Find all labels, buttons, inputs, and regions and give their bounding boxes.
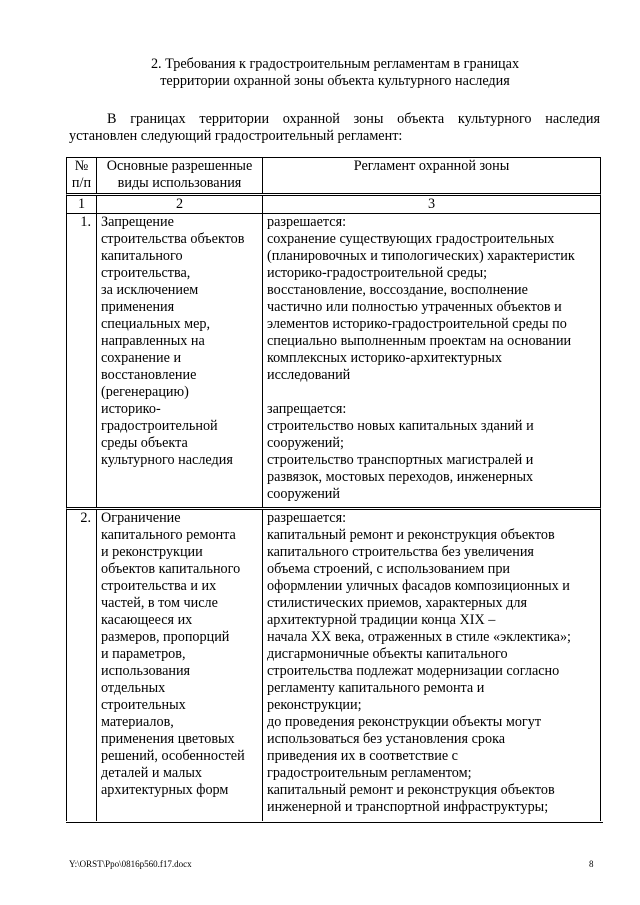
cell-line: направленных на — [101, 333, 205, 349]
section-heading-line-1: 2. Требования к градостроительным регламентам в границах — [150, 56, 520, 72]
cell-line: начала XX века, отраженных в стиле «эклектика»; — [267, 629, 571, 645]
cell-line: применения — [101, 299, 175, 315]
regulation-table — [66, 157, 601, 821]
cell-line: строительства объектов — [101, 231, 245, 247]
cell-line: разрешается: — [267, 214, 347, 230]
cell-line: сохранение и — [101, 350, 182, 366]
cell-line: сохранение существующих градостроительных — [267, 231, 555, 247]
cell-line: (регенерацию) — [101, 384, 189, 400]
row-uses-cell — [97, 510, 263, 821]
cell-line: (планировочных и типологических) характеристик — [267, 248, 575, 264]
header-col-number-line: № — [74, 158, 89, 174]
cell-line: объема строений, с использованием при — [267, 561, 511, 577]
cell-line: архитектурных форм — [101, 782, 229, 798]
cell-line: отдельных — [101, 680, 166, 696]
cell-line: капитального ремонта — [101, 527, 236, 543]
cell-line: применения цветовых — [101, 731, 235, 747]
cell-line: историко-градостроительной среды; — [267, 265, 488, 281]
cell-line: восстановление — [101, 367, 197, 383]
cell-line: использования — [101, 663, 191, 679]
cell-line: капитального — [101, 248, 183, 264]
row-regulation-cell — [263, 214, 600, 507]
cell-gap — [267, 384, 600, 401]
intro-paragraph — [69, 111, 600, 145]
cell-line: строительства и их — [101, 578, 217, 594]
intro-line-1: В границах территории охранной зоны объекта культурного наследия — [107, 111, 600, 127]
cell-line: приведения их в соответствие с — [267, 748, 458, 764]
cell-line: восстановление, воссоздание, восполнение — [267, 282, 528, 298]
cell-line: за исключением — [101, 282, 199, 298]
cell-line: частично или полностью утраченных объектов и — [267, 299, 562, 315]
cell-line: исследований — [267, 367, 351, 383]
section-heading — [70, 56, 600, 90]
table-header-row — [66, 157, 601, 193]
cell-line: комплексных историко-архитектурных — [267, 350, 502, 366]
footer-page-number: 8 — [589, 859, 594, 869]
header-col-uses — [97, 158, 263, 193]
cell-line: и реконструкции — [101, 544, 203, 560]
cell-line: капитального строительства без увеличения — [267, 544, 534, 560]
table-row — [66, 213, 601, 507]
cell-line: капитальный ремонт и реконструкция объектов — [267, 527, 555, 543]
cell-line: запрещается: — [267, 401, 347, 417]
row-number: 1. — [67, 214, 97, 507]
row-number: 2. — [67, 510, 97, 821]
cell-line: оформлении уличных фасадов композиционных и — [267, 578, 570, 594]
cell-line: Ограничение — [101, 510, 181, 526]
cell-line: градостроительным регламентом; — [267, 765, 472, 781]
cell-line: культурного наследия — [101, 452, 233, 468]
cell-line: и параметров, — [101, 646, 186, 662]
table-bottom-border — [66, 822, 603, 823]
numbering-cell: 3 — [427, 196, 436, 212]
cell-line: сооружений — [267, 486, 340, 502]
cell-line: стилистических приемов, характерных для — [267, 595, 527, 611]
cell-line: реконструкции; — [267, 697, 362, 713]
cell-line: инженерной и транспортной инфраструктуры; — [267, 799, 549, 815]
cell-line: частей, в том числе — [101, 595, 218, 611]
cell-line: специальных мер, — [101, 316, 211, 332]
cell-line: дисгармоничные объекты капитального — [267, 646, 508, 662]
cell-line: среды объекта — [101, 435, 188, 451]
cell-line: историко- — [101, 401, 161, 417]
cell-line: использоваться без установления срока — [267, 731, 506, 747]
cell-line: материалов, — [101, 714, 174, 730]
cell-line: до проведения реконструкции объекты могут — [267, 714, 542, 730]
cell-line: Запрещение — [101, 214, 174, 230]
cell-line: регламенту капитального ремонта и — [267, 680, 485, 696]
cell-line: специально выполненным проектам на основании — [267, 333, 572, 349]
cell-line: сооружений; — [267, 435, 344, 451]
cell-line: разрешается: — [267, 510, 347, 526]
numbering-cell: 2 — [97, 196, 263, 213]
row-uses-cell — [97, 214, 263, 507]
cell-line: строительство новых капитальных зданий и — [267, 418, 534, 434]
header-col-regulation-line: Регламент охранной зоны — [353, 158, 510, 174]
cell-line: строительство транспортных магистралей и — [267, 452, 534, 468]
header-col-uses-line: Основные разрешенные — [106, 158, 253, 174]
cell-line: касающееся их — [101, 612, 193, 628]
header-col-number-line: п/п — [71, 175, 92, 191]
cell-line: решений, особенностей — [101, 748, 245, 764]
cell-line: деталей и малых — [101, 765, 202, 781]
intro-line-2: установлен следующий градостроительный регламент: — [69, 128, 403, 144]
cell-line: размеров, пропорций — [101, 629, 230, 645]
row-regulation-cell — [263, 510, 600, 821]
header-col-uses-line: виды использования — [117, 175, 242, 191]
cell-line: элементов историко-градостроительной среды по — [267, 316, 567, 332]
footer-file-path: Y:\ORST\Ppo\0816p560.f17.docx — [69, 859, 192, 869]
cell-line: архитектурной традиции конца XIX – — [267, 612, 496, 628]
cell-line: строительства, — [101, 265, 191, 281]
cell-line: градостроительной — [101, 418, 218, 434]
numbering-cell: 1 — [67, 196, 97, 213]
cell-line: развязок, мостовых переходов, инженерных — [267, 469, 534, 485]
section-heading-line-2: территории охранной зоны объекта культурного наследия — [160, 73, 510, 89]
header-col-regulation — [263, 158, 600, 193]
cell-line: строительных — [101, 697, 186, 713]
cell-line: капитальный ремонт и реконструкция объектов — [267, 782, 555, 798]
header-col-number — [67, 158, 97, 193]
table-row — [66, 507, 601, 821]
cell-line: объектов капитального — [101, 561, 241, 577]
cell-line: строительства подлежат модернизации согласно — [267, 663, 560, 679]
table-numbering-row — [66, 193, 601, 213]
